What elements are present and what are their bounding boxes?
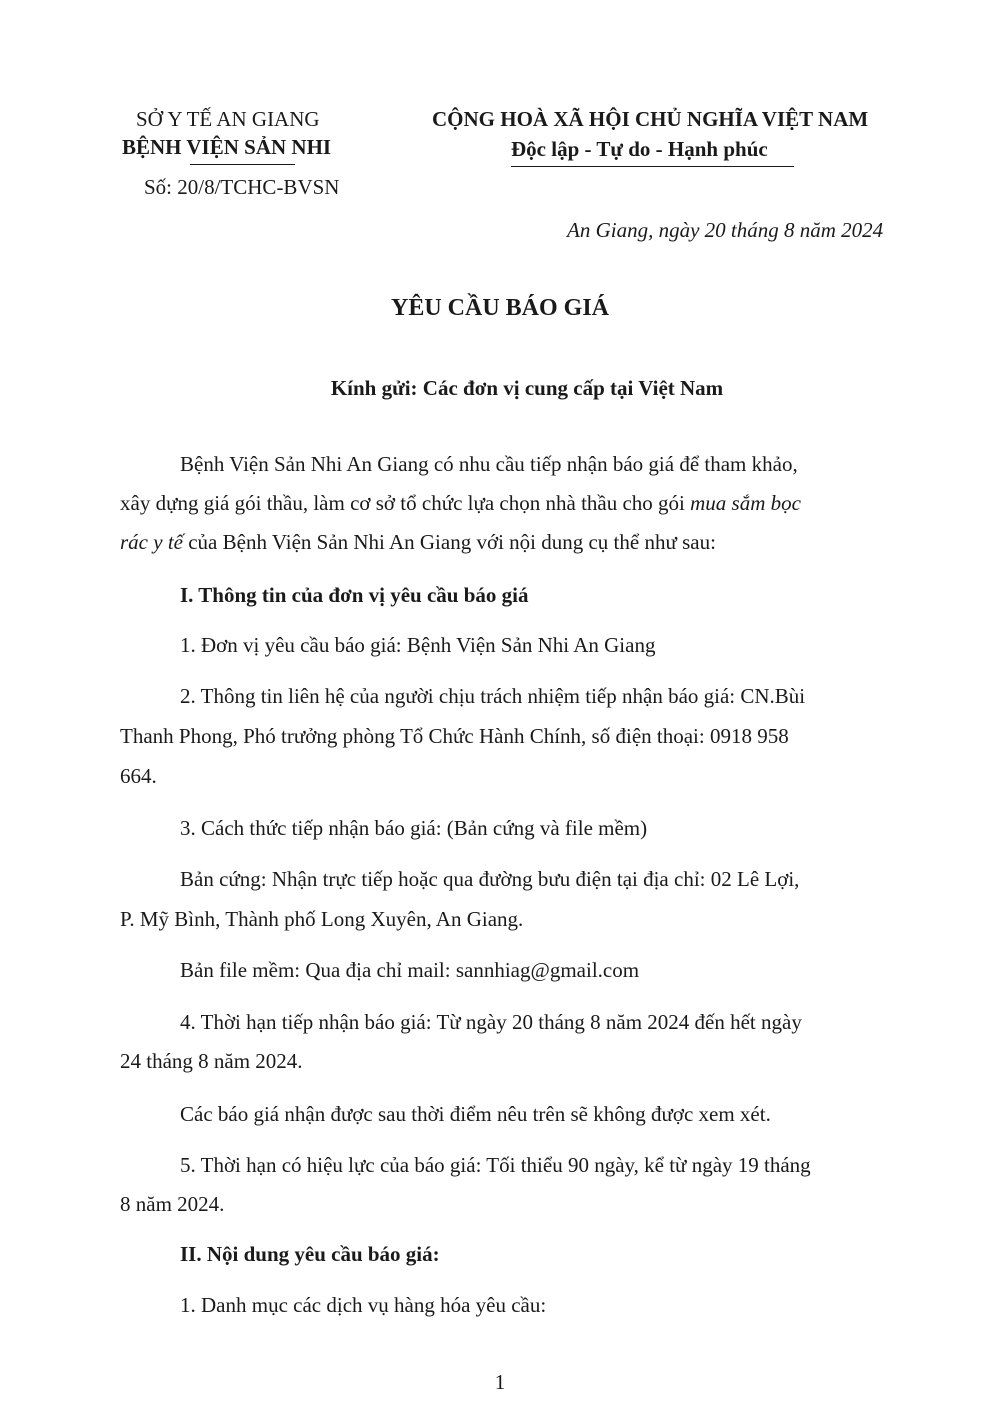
- section-1-item-5-line-1: 5. Thời hạn có hiệu lực của báo giá: Tối thiểu 90 ngày, kể từ ngày 19 tháng: [180, 1153, 811, 1177]
- late-quote-note: Các báo giá nhận được sau thời điểm nêu trên sẽ không được xem xét.: [180, 1102, 771, 1126]
- hard-copy-line-2: P. Mỹ Bình, Thành phố Long Xuyên, An Giang.: [120, 907, 524, 931]
- soft-copy-email: Bản file mềm: Qua địa chỉ mail: sannhiag@gmail.com: [180, 958, 640, 982]
- intro-line-3-text: của Bệnh Viện Sản Nhi An Giang với nội dung cụ thể như sau:: [182, 530, 716, 554]
- section-1-item-2-line-3: 664.: [120, 764, 157, 788]
- section-2-heading: II. Nội dung yêu cầu báo giá:: [180, 1242, 440, 1266]
- intro-line-2: [120, 491, 801, 516]
- section-1-item-5-line-2: 8 năm 2024.: [120, 1192, 225, 1216]
- intro-package-name-part1: mua sắm bọc: [690, 491, 801, 515]
- section-1-item-3: 3. Cách thức tiếp nhận báo giá: (Bản cứng và file mềm): [180, 816, 648, 840]
- intro-line-3: [120, 530, 716, 555]
- intro-line-2-text: xây dựng giá gói thầu, làm cơ sở tổ chức lựa chọn nhà thầu cho gói: [120, 491, 691, 515]
- section-1-item-2-line-2: Thanh Phong, Phó trưởng phòng Tổ Chức Hành Chính, số điện thoại: 0918 958: [120, 724, 789, 748]
- intro-package-name-part2: rác y tế: [120, 530, 183, 554]
- document-number: Số: 20/8/TCHC-BVSN: [144, 175, 340, 199]
- header-country: CỘNG HOÀ XÃ HỘI CHỦ NGHĨA VIỆT NAM: [432, 107, 869, 131]
- header-hospital-name: BỆNH VIỆN SẢN NHI: [122, 135, 332, 159]
- section-1-item-2-line-1: 2. Thông tin liên hệ của người chịu trách nhiệm tiếp nhận báo giá: CN.Bùi: [180, 684, 806, 708]
- document-title: YÊU CẦU BÁO GIÁ: [390, 295, 609, 321]
- recipient-line: Kính gửi: Các đơn vị cung cấp tại Việt Nam: [330, 376, 724, 400]
- date-line: An Giang, ngày 20 tháng 8 năm 2024: [567, 218, 884, 242]
- hard-copy-line-1: Bản cứng: Nhận trực tiếp hoặc qua đường bưu điện tại địa chỉ: 02 Lê Lợi,: [180, 867, 800, 891]
- section-1-item-4-line-2: 24 tháng 8 năm 2024.: [120, 1049, 303, 1073]
- section-2-item-1: 1. Danh mục các dịch vụ hàng hóa yêu cầu:: [180, 1293, 547, 1317]
- header-motto-underline: [511, 166, 794, 167]
- header-motto: Độc lập - Tự do - Hạnh phúc: [511, 137, 768, 161]
- section-1-item-1: 1. Đơn vị yêu cầu báo giá: Bệnh Viện Sản Nhi An Giang: [180, 633, 656, 657]
- intro-line-1: Bệnh Viện Sản Nhi An Giang có nhu cầu tiếp nhận báo giá để tham khảo,: [180, 452, 798, 476]
- header-left-underline: [190, 164, 295, 165]
- section-1-heading: I. Thông tin của đơn vị yêu cầu báo giá: [180, 583, 529, 607]
- page-number: 1: [494, 1370, 506, 1394]
- header-department: SỞ Y TẾ AN GIANG: [136, 107, 320, 131]
- section-1-item-4-line-1: 4. Thời hạn tiếp nhận báo giá: Từ ngày 20 tháng 8 năm 2024 đến hết ngày: [180, 1010, 802, 1034]
